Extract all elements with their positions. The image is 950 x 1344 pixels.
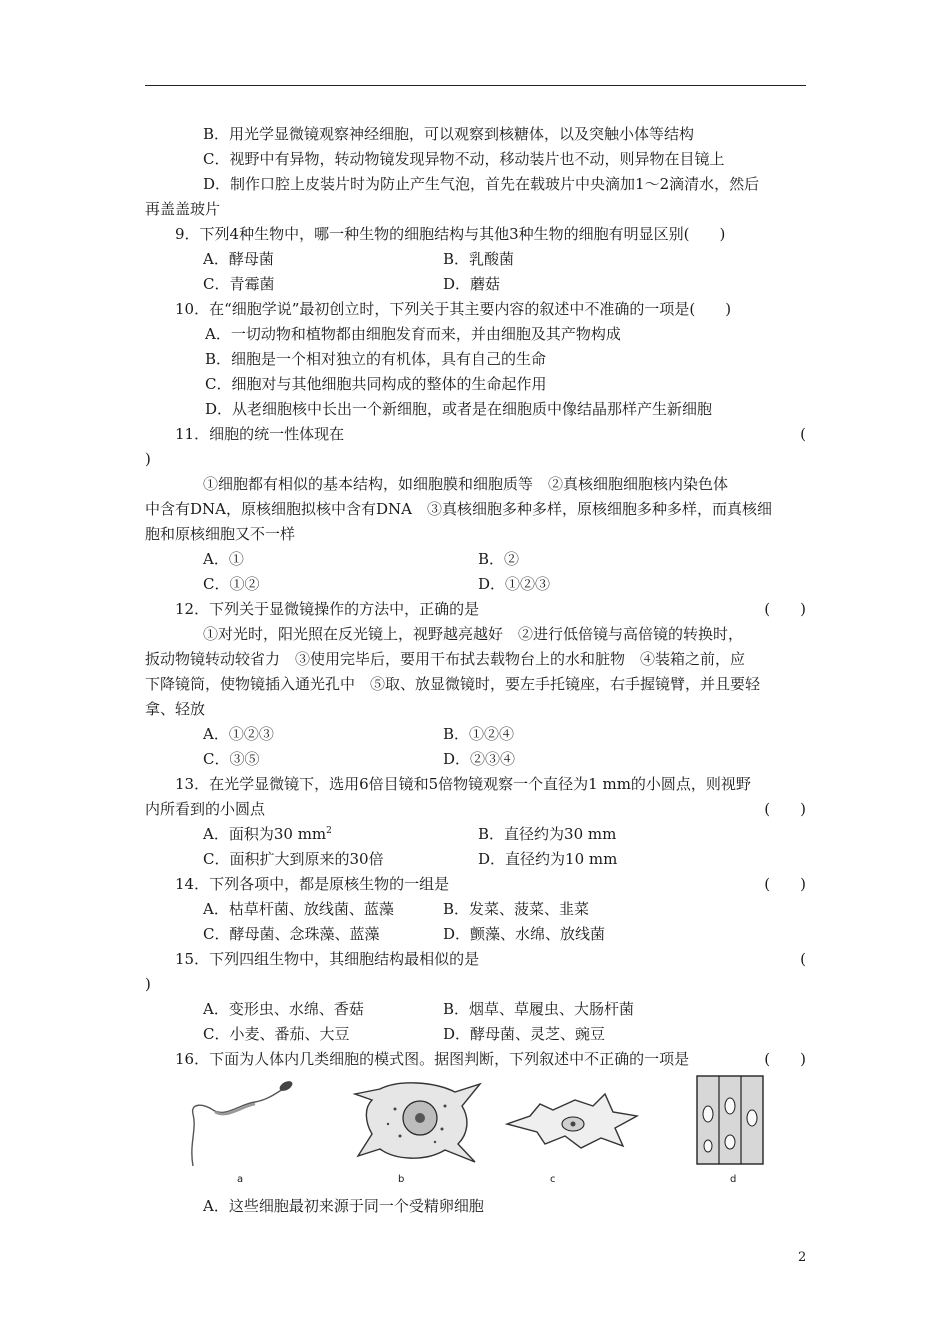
q14-option-a: A．枯草杆菌、放线菌、蓝藻 [203,900,394,918]
q11-paren-open: ( [800,425,806,443]
q12-options-row1 [145,722,806,747]
q16-stem-text: 16．下面为人体内几类细胞的模式图。据图判断，下列叙述中不正确的一项是 [175,1050,690,1068]
q16-option-a: A．这些细胞最初来源于同一个受精卵细胞 [203,1197,484,1215]
q13-option-b: B．直径约为30 mm [478,825,617,843]
q13-option-a-text: A．面积为30 mm [203,825,327,843]
q15-option-d: D．酵母菌、灵芝、豌豆 [443,1025,606,1043]
q11-options-row2 [145,572,806,597]
q14-options-row2 [145,922,806,947]
q12-paren: ( ) [764,600,806,618]
q15-stem [145,947,806,972]
sperm-cell-figure [185,1074,295,1169]
q10-option-c: C．细胞对与其他细胞共同构成的整体的生命起作用 [205,375,547,393]
q13-paren: ( ) [764,800,806,818]
epithelial-cell-figure [695,1074,765,1166]
q8-option-d: D．制作口腔上皮装片时为防止产生气泡，首先在载玻片中央滴加1～2滴清水，然后 [203,175,760,193]
q11-option-a: A．① [203,550,244,568]
q11-paren-close: ) [145,450,151,468]
q15-stem-text: 15．下列四组生物中，其细胞结构最相似的是 [175,950,480,968]
q11-option-d: D．①②③ [478,575,551,593]
q16-paren: ( ) [764,1050,806,1068]
q16-stem [145,1047,806,1072]
q11-statement-1: ①细胞都有相似的基本结构，如细胞膜和细胞质等 ②真核细胞细胞核内染色体 [203,475,729,493]
q9-option-a: A．酵母菌 [203,250,274,268]
page-content [145,122,806,1219]
q15-option-a: A．变形虫、水绵、香菇 [203,1000,364,1018]
q14-stem-text: 14．下列各项中，都是原核生物的一组是 [175,875,450,893]
q13-stem-cont [145,797,806,822]
page-number: 2 [798,1250,807,1265]
q12-options-row2 [145,747,806,772]
q13-stem: 13．在光学显微镜下，选用6倍目镜和5倍物镜观察一个直径为1 mm的小圆点，则视野 [175,775,751,793]
q9-option-c: C．青霉菌 [203,275,275,293]
cell-figures [145,1074,806,1194]
q9-option-b: B．乳酸菌 [443,250,515,268]
header-rule [145,85,806,86]
q11-option-b: B．② [478,550,520,568]
q15-option-b: B．烟草、草履虫、大肠杆菌 [443,1000,635,1018]
q13-stem-cont-text: 内所看到的小圆点 [145,800,266,818]
q13-option-c: C．面积扩大到原来的30倍 [203,850,384,868]
q14-options-row1 [145,897,806,922]
q12-stem-text: 12．下列关于显微镜操作的方法中，正确的是 [175,600,480,618]
figure-label-c: c [550,1174,556,1185]
figure-label-a: a [237,1174,244,1185]
q12-statement-4: 拿、轻放 [145,700,206,718]
q12-option-a: A．①②③ [203,725,274,743]
q13-options-row1 [145,822,806,847]
q9-options-row1 [145,247,806,272]
q11-statement-3: 胞和原核细胞又不一样 [145,525,296,543]
q10-stem: 10．在“细胞学说”最初创立时，下列关于其主要内容的叙述中不准确的一项是( ) [175,300,732,318]
q12-statement-2: 扳动物镜转动较省力 ③使用完毕后，要用干布拭去载物台上的水和脏物 ④装箱之前，应 [145,650,746,668]
q15-paren-open: ( [800,950,806,968]
q13-options-row2 [145,847,806,872]
figure-label-d: d [730,1174,737,1185]
q8-option-b: B．用光学显微镜观察神经细胞，可以观察到核糖体，以及突触小体等结构 [203,125,695,143]
q12-statement-3: 下降镜筒，使物镜插入通光孔中 ⑤取、放显微镜时，要左手托镜座，右手握镜臂，并且要轻 [145,675,761,693]
q15-options-row1 [145,997,806,1022]
q13-option-a [203,822,478,847]
q13-option-d: D．直径约为10 mm [478,850,618,868]
q9-option-d: D．蘑菇 [443,275,501,293]
q12-option-c: C．③⑤ [203,750,260,768]
q10-option-a: A．一切动物和植物都由细胞发育而来，并由细胞及其产物构成 [205,325,621,343]
q11-option-c: C．①② [203,575,260,593]
nerve-cell-figure [350,1074,485,1164]
q14-option-d: D．颤藻、水绵、放线菌 [443,925,606,943]
q15-option-c: C．小麦、番茄、大豆 [203,1025,350,1043]
q15-paren-close: ) [145,975,151,993]
q13-option-a-superscript: 2 [326,826,332,836]
q10-option-d: D．从老细胞核中长出一个新细胞，或者是在细胞质中像结晶那样产生新细胞 [205,400,713,418]
q12-option-d: D．②③④ [443,750,516,768]
q11-stem-text: 11．细胞的统一性体现在 [175,425,345,443]
q14-option-c: C．酵母菌、念珠藻、蓝藻 [203,925,380,943]
figure-label-b: b [398,1174,405,1185]
q15-options-row2 [145,1022,806,1047]
q14-option-b: B．发菜、菠菜、韭菜 [443,900,590,918]
q12-stem [145,597,806,622]
q9-stem: 9．下列4种生物中，哪一种生物的细胞结构与其他3种生物的细胞有明显区别( ) [175,225,726,243]
q12-option-b: B．①②④ [443,725,515,743]
q9-options-row2 [145,272,806,297]
q14-paren: ( ) [764,875,806,893]
q12-statement-1: ①对光时，阳光照在反光镜上，视野越亮越好 ②进行低倍镜与高倍镜的转换时， [203,625,744,643]
q11-options-row1 [145,547,806,572]
q14-stem [145,872,806,897]
smooth-muscle-cell-figure [505,1086,640,1156]
q8-option-d-cont: 再盖盖玻片 [145,200,221,218]
q11-stem [145,422,806,447]
q11-statement-2: 中含有DNA，原核细胞拟核中含有DNA ③真核细胞多种多样，原核细胞多种多样，而真核细 [145,500,772,518]
q8-option-c: C．视野中有异物，转动物镜发现异物不动，移动装片也不动，则异物在目镜上 [203,150,725,168]
q10-option-b: B．细胞是一个相对独立的有机体，具有自己的生命 [205,350,547,368]
